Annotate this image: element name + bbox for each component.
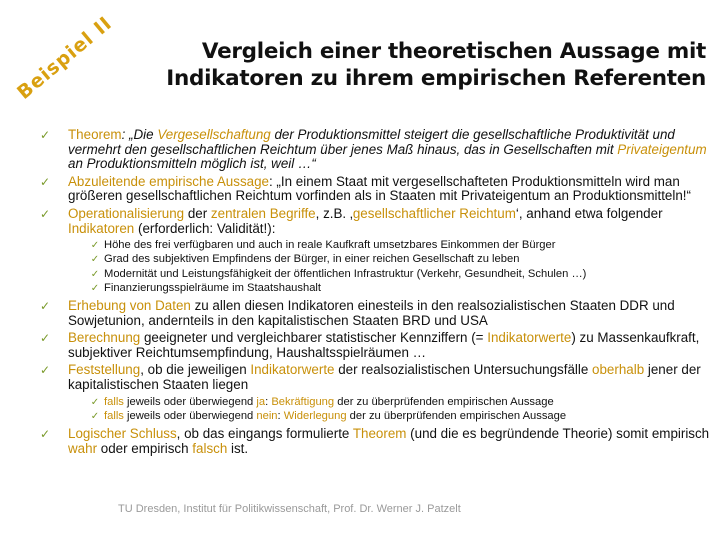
checkmark-icon: ✓ xyxy=(39,331,51,346)
berechnung-label: Berechnung xyxy=(68,330,141,346)
theorem-highlight-2: Privateigentum xyxy=(617,141,707,157)
indicator-text: Finanzierungsspielräume im Staatshaushalt xyxy=(104,281,322,294)
bullet-schluss xyxy=(38,427,710,456)
bullet-berechnung xyxy=(38,331,710,360)
outcome-yes-t3: der zu überprüfenden empirischen Aussage xyxy=(334,395,554,408)
checkmark-icon: ✓ xyxy=(90,240,100,252)
outcome-yes-t1: jeweils oder überwiegend xyxy=(123,395,257,408)
theorem-label: Theorem xyxy=(68,127,122,142)
checkmark-icon: ✓ xyxy=(90,268,100,280)
feststellung-text-3: jener der kapitalistischen Staaten liegen xyxy=(68,362,701,392)
outcome-no-h1: falls xyxy=(104,409,124,422)
outcome-yes-h2: ja xyxy=(256,395,266,408)
outcome-yes-t2: : xyxy=(265,395,272,408)
berechnung-text-1: geeigneter und vergleichbarer statistischer Kennziffern (= xyxy=(140,330,488,346)
feststellung-text-2: der realsozialistischen Untersuchungsfälle xyxy=(334,362,593,378)
checkmark-icon: ✓ xyxy=(39,363,51,378)
theorem-text-1: : „Die xyxy=(121,127,158,142)
checkmark-icon: ✓ xyxy=(90,254,100,266)
indicator-item xyxy=(88,253,710,266)
slide-footer: TU Dresden, Institut für Politikwissenschaft, Prof. Dr. Werner J. Patzelt xyxy=(118,503,461,515)
theorem-text-3: an Produktionsmitteln möglich ist, weil …“ xyxy=(68,156,316,172)
bullet-aussage xyxy=(38,175,710,204)
title-line-1: Vergleich einer theoretischen Aussage mit xyxy=(201,39,706,64)
schluss-highlight-3: falsch xyxy=(192,440,228,456)
checkmark-icon: ✓ xyxy=(39,128,51,142)
indicator-list xyxy=(38,239,710,295)
checkmark-icon: ✓ xyxy=(90,410,100,422)
checkmark-icon: ✓ xyxy=(39,426,51,441)
bullet-operationalisierung xyxy=(38,207,710,236)
slide-content xyxy=(38,128,710,459)
outcome-no-t3: der zu überprüfenden empirischen Aussage xyxy=(346,409,567,422)
aussage-text: : „In einem Staat mit vergesellschafteten Produktionsmitteln wird man größeren gesellschaftlichen Reichtum vorfinden als in Staaten mit Privateigentum an Produktionsmitteln!“ xyxy=(68,173,691,204)
erhebung-text: zu allen diesen Indikatoren einesteils in den realsozialistischen Staaten DDR und Sowjetunion, andernteils in den kapitalistischen Staaten BRD und USA xyxy=(68,297,675,328)
op-text-3: ‘, anhand etwa folgender xyxy=(515,205,663,221)
op-text-4: (erforderlich: Validität!): xyxy=(134,220,276,236)
theorem-text-2: der Produktionsmittel steigert die gesellschaftliche Produktivität und vermehrt den gesellschaftlichen Reichtum über jenes Maß hinaus, das in Gesellschaften mit xyxy=(68,127,675,157)
corner-text: Beispiel II xyxy=(13,12,117,104)
feststellung-label: Feststellung xyxy=(68,362,141,378)
indicator-text: Grad des subjektiven Empfindens der Bürger, in einer reichen Gesellschaft zu leben xyxy=(104,253,520,266)
operationalisierung-label: Operationalisierung xyxy=(68,205,185,221)
outcome-no-t1: jeweils oder überwiegend xyxy=(123,409,257,422)
schluss-text-4: ist. xyxy=(227,440,249,456)
indicator-item xyxy=(88,239,710,252)
slide-title xyxy=(96,38,706,92)
outcome-no xyxy=(88,410,710,423)
schluss-label: Logischer Schluss xyxy=(68,425,177,441)
berechnung-text-2: ) zu Massenkaufkraft, subjektiver Reichtumsempfindung, Haushaltsspielräumen … xyxy=(68,330,700,360)
outcome-list xyxy=(38,396,710,423)
feststellung-highlight-1: Indikatorwerte xyxy=(250,362,335,378)
outcome-no-h3: Widerlegung xyxy=(283,409,347,422)
indicator-text: Modernität und Leistungsfähigkeit der öffentlichen Infrastruktur (Verkehr, Gesundheit, Schulen …) xyxy=(104,267,587,280)
schluss-highlight-2: wahr xyxy=(68,440,98,456)
schluss-text-1: , ob das eingangs formulierte xyxy=(176,425,353,441)
schluss-text-2: (und die es begründende Theorie) somit empirisch xyxy=(406,425,710,441)
op-text-1: der xyxy=(184,205,211,221)
outcome-no-t2: : xyxy=(277,409,284,422)
outcome-yes-h3: Bekräftigung xyxy=(271,395,335,408)
checkmark-icon: ✓ xyxy=(90,282,100,294)
schluss-text-3: oder empirisch xyxy=(97,440,193,456)
berechnung-highlight: Indikatorwerte xyxy=(487,330,572,346)
bullet-theorem xyxy=(38,128,710,172)
theorem-highlight-1: Vergesellschaftung xyxy=(157,127,271,142)
indicator-text: Höhe des frei verfügbaren und auch in reale Kaufkraft umsetzbares Einkommen der Bürger xyxy=(104,239,556,252)
op-text-2: , z.B. ‚ xyxy=(315,205,353,221)
checkmark-icon: ✓ xyxy=(39,206,51,221)
checkmark-icon: ✓ xyxy=(39,174,51,189)
bullet-erhebung xyxy=(38,299,710,328)
erhebung-label: Erhebung von Daten xyxy=(68,297,191,313)
checkmark-icon: ✓ xyxy=(90,396,100,408)
schluss-highlight-1: Theorem xyxy=(352,425,407,441)
outcome-no-h2: nein xyxy=(256,409,278,422)
aussage-label: Abzuleitende empirische Aussage xyxy=(68,173,269,189)
feststellung-highlight-2: oberhalb xyxy=(592,362,645,378)
indicator-item xyxy=(88,268,710,281)
op-highlight-3: Indikatoren xyxy=(68,220,135,236)
op-highlight-2: gesellschaftlicher Reichtum xyxy=(352,205,516,221)
op-highlight-1: zentralen Begriffe xyxy=(210,205,316,221)
indicator-item xyxy=(88,282,710,295)
feststellung-text-1: , ob die jeweiligen xyxy=(140,362,251,378)
title-line-2: Indikatoren zu ihrem empirischen Referenten xyxy=(166,66,706,91)
bullet-feststellung xyxy=(38,363,710,392)
outcome-yes xyxy=(88,396,710,409)
checkmark-icon: ✓ xyxy=(39,298,51,313)
outcome-yes-h1: falls xyxy=(104,395,124,408)
